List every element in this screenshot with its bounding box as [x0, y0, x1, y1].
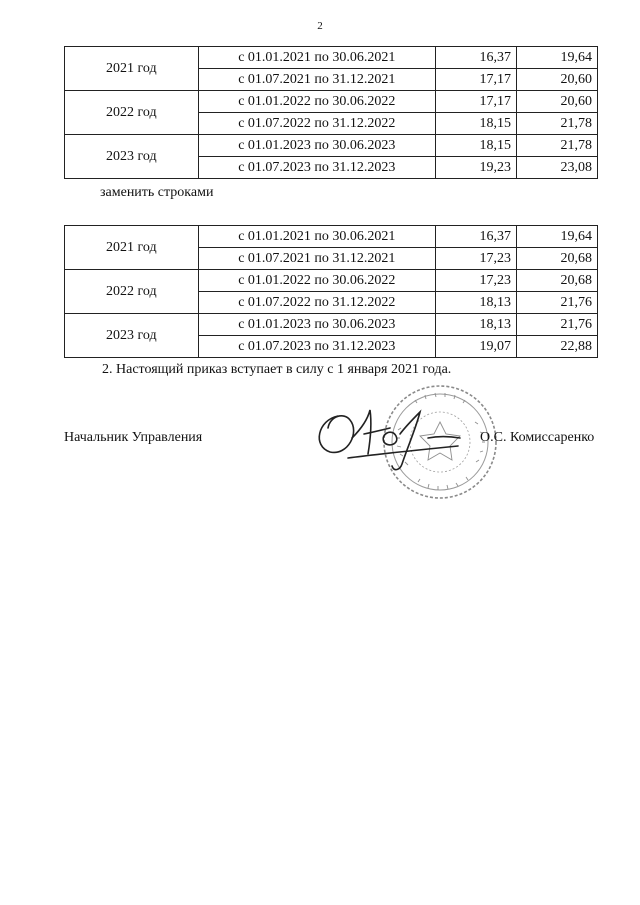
period-cell: с 01.01.2021 по 30.06.2021 [198, 47, 435, 69]
year-cell: 2022 год [65, 270, 199, 314]
value1-cell: 19,23 [435, 157, 516, 179]
value2-cell: 21,78 [516, 135, 597, 157]
table-row [65, 135, 598, 157]
period-cell: с 01.01.2022 по 30.06.2022 [198, 270, 435, 292]
table-row [65, 314, 598, 336]
period-cell: с 01.07.2023 по 31.12.2023 [198, 336, 435, 358]
table-row [65, 91, 598, 113]
value1-cell: 18,15 [435, 135, 516, 157]
value1-cell: 17,17 [435, 69, 516, 91]
signer-position: Начальник Управления [64, 430, 203, 445]
year-cell: 2023 год [65, 135, 199, 179]
page-number: 2 [317, 20, 323, 32]
value1-cell: 16,37 [435, 47, 516, 69]
value2-cell: 19,64 [516, 47, 597, 69]
value1-cell: 19,07 [435, 336, 516, 358]
tariff-table-old [64, 46, 598, 179]
table-row [65, 226, 598, 248]
value2-cell: 20,60 [516, 91, 597, 113]
value1-cell: 17,23 [435, 248, 516, 270]
table-row [65, 47, 598, 69]
replace-instruction: заменить строками [100, 185, 214, 200]
effective-date-clause: 2. Настоящий приказ вступает в силу с 1 января 2021 года. [102, 362, 452, 377]
handwritten-signature [308, 398, 478, 478]
value1-cell: 16,37 [435, 226, 516, 248]
value2-cell: 20,68 [516, 270, 597, 292]
period-cell: с 01.07.2021 по 31.12.2021 [198, 69, 435, 91]
period-cell: с 01.07.2023 по 31.12.2023 [198, 157, 435, 179]
value2-cell: 21,78 [516, 113, 597, 135]
value1-cell: 18,15 [435, 113, 516, 135]
year-cell: 2021 год [65, 47, 199, 91]
value2-cell: 21,76 [516, 314, 597, 336]
value1-cell: 17,23 [435, 270, 516, 292]
value2-cell: 20,68 [516, 248, 597, 270]
period-cell: с 01.01.2021 по 30.06.2021 [198, 226, 435, 248]
value1-cell: 18,13 [435, 314, 516, 336]
value2-cell: 20,60 [516, 69, 597, 91]
year-cell: 2023 год [65, 314, 199, 358]
period-cell: с 01.01.2023 по 30.06.2023 [198, 314, 435, 336]
signer-name: О.С. Комиссаренко [480, 430, 595, 445]
period-cell: с 01.01.2022 по 30.06.2022 [198, 91, 435, 113]
value2-cell: 23,08 [516, 157, 597, 179]
value2-cell: 21,76 [516, 292, 597, 314]
period-cell: с 01.07.2021 по 31.12.2021 [198, 248, 435, 270]
value2-cell: 22,88 [516, 336, 597, 358]
period-cell: с 01.07.2022 по 31.12.2022 [198, 292, 435, 314]
value1-cell: 17,17 [435, 91, 516, 113]
value1-cell: 18,13 [435, 292, 516, 314]
table-row [65, 270, 598, 292]
period-cell: с 01.07.2022 по 31.12.2022 [198, 113, 435, 135]
year-cell: 2022 год [65, 91, 199, 135]
year-cell: 2021 год [65, 226, 199, 270]
tariff-table-new [64, 225, 598, 358]
period-cell: с 01.01.2023 по 30.06.2023 [198, 135, 435, 157]
value2-cell: 19,64 [516, 226, 597, 248]
